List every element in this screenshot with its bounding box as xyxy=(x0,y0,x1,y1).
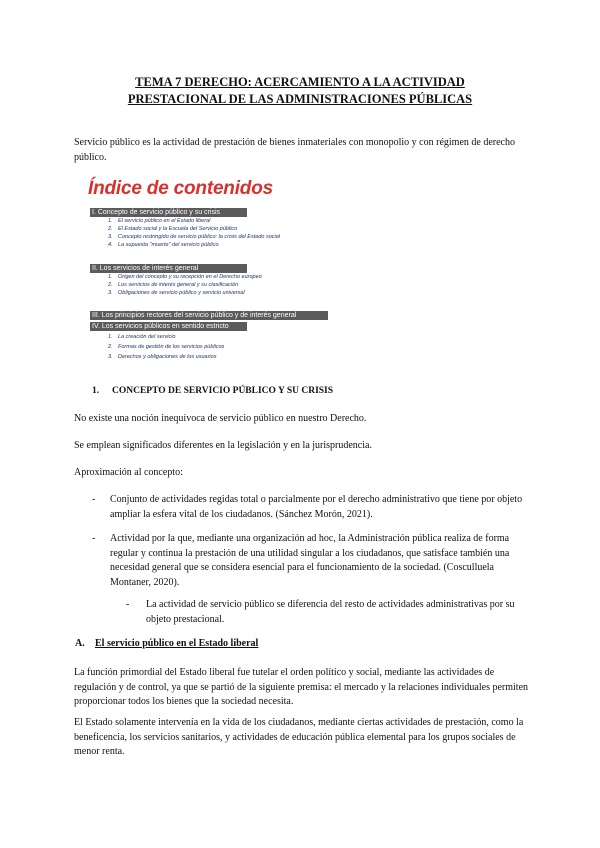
index-item: 1. La creación del servicio xyxy=(108,334,176,340)
index-item: 3. Derechos y obligaciones de los usuarios xyxy=(108,354,217,360)
index-item: 2. Los servicios de interés general y su clasificación xyxy=(108,282,239,288)
index-section-3: III. Los principios rectores del servicio público y de interés general xyxy=(90,311,328,320)
index-section-1: I. Concepto de servicio público y su crisis xyxy=(90,208,247,217)
subsection-a-heading: A. El servicio público en el Estado liberal xyxy=(75,638,259,649)
section-1-heading: 1. CONCEPTO DE SERVICIO PÚBLICO Y SU CRISIS xyxy=(92,386,334,396)
index-of-contents-image xyxy=(88,178,358,366)
title-line-1: TEMA 7 DERECHO: ACERCAMIENTO A LA ACTIVIDAD xyxy=(135,75,465,89)
document-page: TEMA 7 DERECHO: ACERCAMIENTO A LA ACTIVIDAD PRESTACIONAL DE LAS ADMINISTRACIONES PÚBLICAS Servicio público es la actividad de prestación de bienes inmateriales con monopolio y con régimen de derecho público. Índice de contenidos I. Concepto de servicio público y su crisis 1. El servicio público en el Estado liberal 2. El Estado social y la Escuela del Servicio público 3. Concepto restringido de servicio público: la crisis del Estado social 4. La supuesta "muerte" del servicio público II. Los servicios de interés general 1. Origen del concepto y su recepción en el Derecho europeo 2. Los servicios de interés general y su clasificación 3. Obligaciones de servicio público y servicio universal III. Los principios rectores del servicio público y de interés general IV. Los servicios públicos en sentido estricto 1. La creación del servicio 2. Formas de gestión de los servicios públicos 3. Derechos y obligaciones de los usuarios 1. CONCEPTO DE SERVICIO PÚBLICO Y SU CRISIS No existe una noción inequívoca de servicio público en nuestro Derecho. Se emplean significados diferentes en la legislación y en la jurisprudencia. Aproximación al concepto: - Conjunto de actividades regidas total o parcialmente por el derecho administrativo que tiene por objeto ampliar la esfera vital de los ciudadanos. (Sánchez Morón, 2021). - Actividad por la que, mediante una organización ad hoc, la Administración pública realiza de forma regular y continua la prestación de una utilidad singular a los ciudadanos, que satisface también una necesidad general que se considera esencial para el funcionamiento de la sociedad. (Cosculluela Montaner, 2020). - La actividad de servicio público se diferencia del resto de actividades administrativas por su objeto prestacional. A. El servicio público en el Estado liberal La función primordial del Estado liberal fue tutelar el orden político y social, mediante las actividades de regulación y de control, ya que se partió de la siguiente premisa: el mercado y la relaciones individuales permiten proporcionar todos los bienes que la sociedad necesita. El Estado solamente intervenía en la vida de los ciudadanos, mediante ciertas actividades de prestación, como la beneficencia, los servicios sanitarios, y actividades de educación pública elemental para los grupos sociales de menor renta. xyxy=(0,0,600,848)
paragraph: No existe una noción inequívoca de servicio público en nuestro Derecho. xyxy=(74,413,367,424)
intro-paragraph: Servicio público es la actividad de prestación de bienes inmateriales con monopolio y con régimen de derecho público. xyxy=(74,137,515,163)
index-section-2: II. Los servicios de interés general xyxy=(90,264,247,273)
title-line-2: PRESTACIONAL DE LAS ADMINISTRACIONES PÚBLICAS xyxy=(127,92,473,106)
index-item: 2. El Estado social y la Escuela del Servicio público xyxy=(108,226,238,232)
index-section-4: IV. Los servicios públicos en sentido estricto xyxy=(90,322,247,331)
document-title xyxy=(60,74,540,108)
index-title: Índice de contenidos xyxy=(88,178,273,199)
paragraph: Aproximación al concepto: xyxy=(74,467,183,478)
index-item: 4. La supuesta "muerte" del servicio público xyxy=(108,242,219,248)
paragraph: El Estado solamente intervenía en la vida de los ciudadanos, mediante ciertas actividades de prestación, como la beneficencia, los servicios sanitarios, y actividades de educación pública elemental para los grupos sociales de menor renta. xyxy=(74,717,524,757)
index-item: 1. El servicio público en el Estado liberal xyxy=(108,218,211,224)
index-item: 3. Obligaciones de servicio público y servicio universal xyxy=(108,290,245,296)
index-item: 3. Concepto restringido de servicio público: la crisis del Estado social xyxy=(108,234,281,240)
index-item: 1. Origen del concepto y su recepción en el Derecho europeo xyxy=(108,274,262,280)
index-item: 2. Formas de gestión de los servicios públicos xyxy=(108,344,225,350)
paragraph: La función primordial del Estado liberal fue tutelar el orden político y social, mediante las actividades de regulación y de control, ya que se partió de la siguiente premisa: el mercado y la relaciones individuales permiten proporcionar todos los bienes que la sociedad necesita. xyxy=(74,667,529,707)
paragraph: Se emplean significados diferentes en la legislación y en la jurisprudencia. xyxy=(74,440,372,451)
